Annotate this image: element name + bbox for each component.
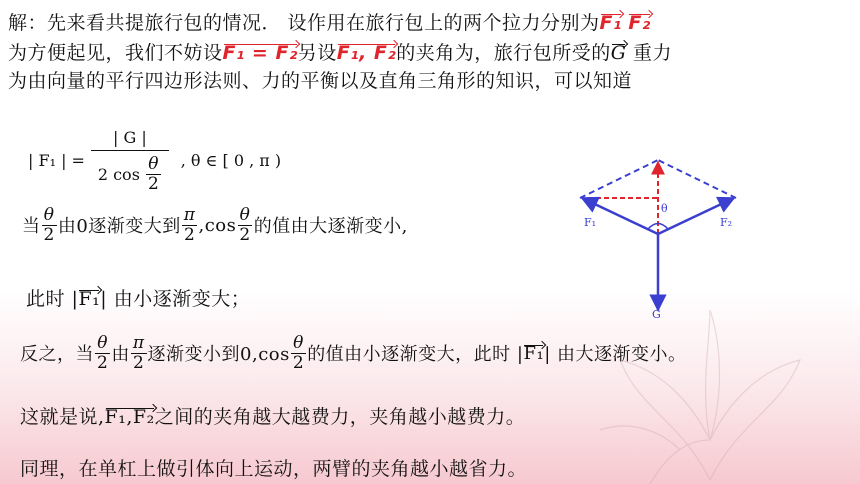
assumption-text-c: 的夹角为，旅行包所受的 — [396, 42, 611, 64]
text-pullup: 同理，在单杠上做引体向上运动，两臂的夹角越小越省力。 — [20, 458, 528, 480]
text-large-to-small: | 由大逐渐变小。 — [544, 344, 687, 366]
dashed-edge-left — [580, 160, 658, 198]
lotus-watermark — [560, 300, 860, 484]
vector-g: G — [610, 42, 627, 64]
vector-f1-f2: F₁,F₂ — [104, 406, 155, 428]
magnitude-formula — [28, 128, 281, 193]
text-increasing: 的值由小逐渐变大，此时 | — [307, 344, 524, 366]
explanation-line — [8, 66, 632, 93]
formula-numerator: | G | — [91, 128, 169, 151]
theta-label: θ — [661, 202, 668, 215]
text-that-is: 这就是说, — [20, 406, 105, 428]
increase-statement — [22, 206, 408, 244]
text-from-zero: 由0逐渐变大到 — [57, 216, 181, 238]
text-decreasing: 的值由大逐渐变小, — [253, 216, 408, 238]
intro-line — [8, 8, 651, 35]
theta-over-2-b: $\frac{\theta}{2}$ — [239, 205, 251, 245]
text-to-zero: 逐渐变小到0,cos — [147, 344, 290, 366]
f2-label: F₂ — [720, 216, 733, 229]
text-converse: 反之，当 — [20, 344, 94, 366]
converse-statement — [20, 334, 687, 372]
text-small-to-large: | 由小逐渐变大； — [100, 288, 251, 310]
explanation-text: 为由向量的平行四边形法则、力的平衡以及直角三角形的知识，可以知道 — [8, 70, 633, 92]
force-increase-line — [26, 284, 250, 311]
vector-f1-c: F₁ — [523, 342, 545, 364]
pi-over-2: $\frac{\pi}{2}$ — [183, 205, 196, 245]
intro-text: 解：先来看共提旅行包的情况． 设作用在旅行包上的两个拉力分别为 — [8, 12, 600, 34]
text-angle-conclusion: 之间的夹角越大越费力，夹角越小越费力。 — [154, 406, 526, 428]
theta-over-2-d: $\frac{\theta}{2}$ — [292, 333, 305, 373]
force-diagram — [570, 150, 750, 320]
formula-lhs: | F₁ | = — [28, 151, 85, 171]
vector-pair: F₁, F₂ — [336, 42, 397, 64]
dashed-edge-right — [658, 160, 736, 198]
theta-range: , θ ∈ [ 0 , π ) — [180, 151, 282, 171]
assumption-line — [8, 38, 672, 65]
text-when: 当 — [22, 216, 41, 238]
pullup-line — [20, 454, 527, 481]
vector-equality: F₁ = F₂ — [222, 42, 298, 64]
theta-over-2: $\frac{\theta}{2}$ — [43, 205, 55, 245]
vector-f1-b: F₁ — [78, 288, 101, 310]
vector-f1: F₁ — [599, 12, 622, 34]
assumption-text-d: 重力 — [626, 42, 672, 64]
vector-f2: F₂ — [628, 12, 651, 34]
text-from: 由 — [111, 344, 130, 366]
text-then: 此时 | — [26, 288, 79, 310]
theta-over-2-c: $\frac{\theta}{2}$ — [97, 333, 109, 373]
formula-denominator: 2 cos — [97, 164, 140, 184]
pi-over-2-b: $\frac{\pi}{2}$ — [132, 333, 145, 373]
g-label: G — [652, 308, 661, 320]
half-theta-fraction: $\frac{\theta}{2}$ — [148, 154, 159, 194]
formula-fraction — [91, 128, 169, 193]
text-cos: ,cos — [198, 214, 237, 236]
f1-label: F₁ — [584, 216, 597, 229]
assumption-text-b: 另设 — [297, 42, 337, 64]
assumption-text-a: 为方便起见，我们不妨设 — [8, 42, 223, 64]
conclusion-line — [20, 402, 525, 429]
